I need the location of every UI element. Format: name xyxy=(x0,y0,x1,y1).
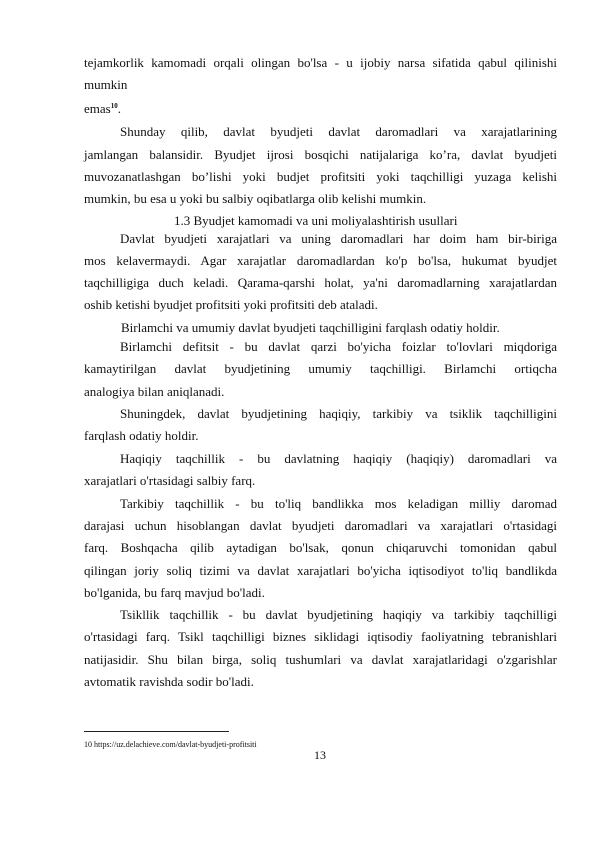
paragraph-first-line: Tsikllik taqchillik - bu davlat byudjetining haqiqiy va tarkibiy taqchilligi xyxy=(120,607,557,622)
body-text: emas xyxy=(84,101,111,116)
paragraph-first-line: Davlat byudjeti xarajatlari va uning daromadlari har doim ham bir-biriga xyxy=(120,231,557,246)
body-line: darajasi uchun hisoblangan davlat byudjeti daromadlari va xarajatlari o'rtasidagi xyxy=(84,518,557,533)
page-number: 13 xyxy=(314,748,326,762)
body-line: oshib ketishi byudjet profitsiti yoki profitsiti deb ataladi. xyxy=(84,297,378,312)
body-line: tejamkorlik kamomadi orqali olingan bo'lsa - u ijobiy narsa sifatida qabul qilinishi xyxy=(84,55,557,70)
body-line: analogiya bilan aniqlanadi. xyxy=(84,384,225,399)
body-line: qilingan joriy soliq tizimi va davlat xarajatlari bo'yicha iqtisodiyot to'liq bandlikda xyxy=(84,563,557,578)
body-line: xarajatlari o'rtasidagi salbiy farq. xyxy=(84,473,256,488)
body-line: muvozanatlashgan bo’lishi yoki budjet profitsiti yoki taqchilligi yuzaga kelishi xyxy=(84,169,557,184)
body-line: mos kelavermaydi. Agar xarajatlar daromadlardan ko'p bo'lsa, hukumat byudjet xyxy=(84,253,557,268)
body-line: farq. Boshqacha qilib aytadigan bo'lsak, qonun chiqaruvchi tomonidan qabul xyxy=(84,540,557,555)
body-line: bo'lganida, bu farq mavjud bo'ladi. xyxy=(84,585,265,600)
paragraph-first-line: Birlamchi defitsit - bu davlat qarzi bo'yicha foizlar to'lovlari miqdoriga xyxy=(120,339,557,354)
body-line: taqchilligiga duch keladi. Qarama-qarshi holat, ya'ni daromadlarning xarajatlardan xyxy=(84,275,557,290)
footnote: 10 https://uz.delachieve.com/davlat-byudjeti-profitsiti xyxy=(84,740,257,749)
body-line: jamlangan balansidir. Byudjet ijrosi bosqichi natijalariga ko’ra, davlat byudjeti xyxy=(84,147,557,162)
paragraph-first-line: Tarkibiy taqchillik - bu to'liq bandlikka mos keladigan milliy daromad xyxy=(120,496,557,511)
paragraph-line: Birlamchi va umumiy davlat byudjeti taqchilligini farqlash odatiy holdir. xyxy=(121,320,500,335)
body-line: natijasidir. Shu bilan birga, soliq tushumlari va davlat xarajatlaridagi o'zgarishlar xyxy=(84,652,557,667)
body-text: . xyxy=(117,101,121,116)
body-line: o'rtasidagi farq. Tsikl taqchilligi biznes siklidagi iqtisodiy faoliyatning tebranishlari xyxy=(84,629,557,644)
footnote-marker[interactable]: 10 xyxy=(110,102,118,110)
body-line xyxy=(84,101,557,117)
body-line: mumkin, bu esa u yoki bu salbiy oqibatlarga olib kelishi mumkin. xyxy=(84,191,427,206)
paragraph-first-line: Haqiqiy taqchillik - bu davlatning haqiqiy (haqiqiy) daromadlari va xyxy=(120,451,557,466)
paragraph-first-line: Shuningdek, davlat byudjetining haqiqiy, tarkibiy va tsiklik taqchilligini xyxy=(120,406,557,421)
body-line: kamaytirilgan davlat byudjetining umumiy taqchilligi. Birlamchi ortiqcha xyxy=(84,361,557,376)
section-heading: 1.3 Byudjet kamomadi va uni moliyalashtirish usullari xyxy=(174,213,458,228)
body-line: farqlash odatiy holdir. xyxy=(84,428,199,443)
paragraph-first-line: Shunday qilib, davlat byudjeti davlat daromadlari va xarajatlarining xyxy=(120,124,557,139)
body-line: mumkin xyxy=(84,77,128,92)
body-line: avtomatik ravishda sodir bo'ladi. xyxy=(84,674,254,689)
footnote-separator xyxy=(84,731,229,732)
